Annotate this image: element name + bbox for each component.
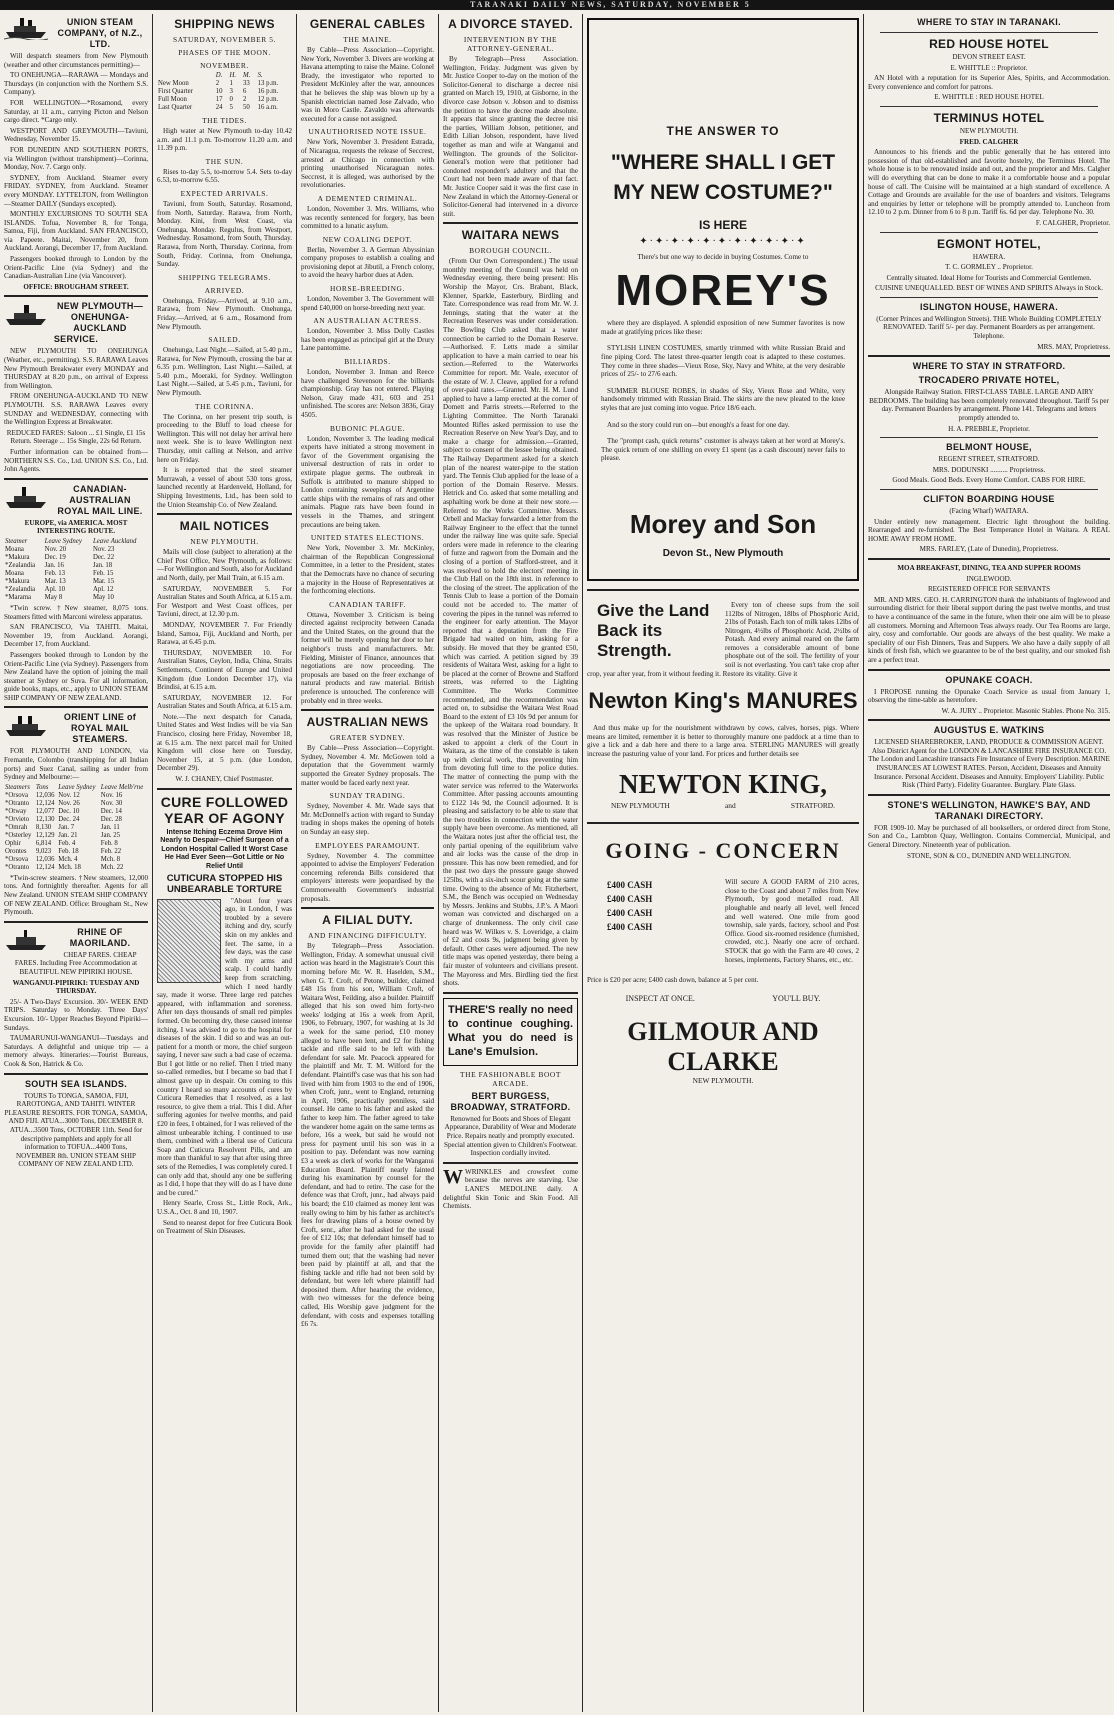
mail-signature: W. J. CHANEY, Chief Postmaster.	[175, 775, 274, 784]
australian-news-heading: AUSTRALIAN NEWS	[306, 715, 429, 730]
mail-place: NEW PLYMOUTH.	[190, 537, 259, 547]
borough-council-body: (From Our Own Correspondent.) The usual monthly meeting of the Council was held on Wednesday evening, there being present: His Worship the Mayor, Crs. Brabant, Black, Klenner, Sparkle, Easterbury, Birdling and Tate. Correspondence was read from Mr. W. J. Jennings, stating that the water at the Recreation Reserves was under consideration. The Bowling Club asked that a water connection be carried to the Domain Reserve.—Authorised. F. Letts made a similar application to have a main carried to near his section.—Referred to the Waterworks Committee for report. Mr. Veale, executor of the estate of W. J. Cleave, applied for a refund of over-paid rates.—Granted. Mr. H. M. Lund applied to have a lamp erected at the corner of Domett and Parris streets.—Referred to the Lighting Committee. The North Taranaki Mounted Rifles asked permission to use the Recreation Reserve on New Year's Day, and to make a charge for admission.—Granted, subject to consent of the lessee being obtained. The Railway Department asked for a sketch plan of the nearest water-pipe to the station yard. The Tennis Club applied for the lease of a portion of the Domain Reserve. Messrs. Hetrick and Co. asked that some metalling and asphalting work be done at their new store.—Referred to the Works Committee. Messrs. Orbell and Mackay forwarded a letter from the Railway Engineer to the effect that the tunnel under the railway line was quite safe. Special orders were made in reference to the clearing of furze and ragwort from the Domain and the closing of a portion of Stafford-street, and it was resolved to hold the electors' meeting in the Club Hall on the 18th inst. in reference to the closing of the street. The application of the Tennis Club to lease a portion of the Domain could not be acceded to. The matter of covering the pipes in the tunnel was referred to the engineer for early attention. The Mayor reported that a deputation from the Fire Brigade had waited on him, asking for a subsidy. He moved that they be granted £50, which was carried. A petition signed by 39 residents of Waitara West, asking for a light to be placed at the corner of Browne and Stafford streets, was referred to the Lighting Committee. The Works Committee recommended, and the recommendation was acted on, to subsidise the Waitara West Road Board to the extent of £3 10s 9d per annum for the upkeep of the Waitara road boundary. It was resolved that the Minister of Justice be asked to appoint a clerk of the Court in Waitara, as the time of the constable is taken up with clerical work, thus preventing him from devoting full time to the police duties. The matter of connecting the pump with the water service was referred to the Waterworks Committee. After passing accounts amounting to £122 14s 9d, the Council adjourned. It is pleasing and satisfactory to be able to state that the two troubles in connection with the water supply have been overcome. As mentioned, all the Waitara notes just after the official test, the only partial opening of the equilibrium valve and air locks was the cause of the drop in pressure. This has now been remedied, and for the past two days the pressure gauge showed 125lbs, with a six-inch scour going at the same time. Owing to the absence of Mr. Fitzherbert, S.M., the Bench was occupied on Wednesday by Messrs. Jenkins and Stubbs, J.P.'s. A Maori woman was convicted and discharged on a charge of drunkenness. The only civil case heard was W. Wilkes v. S. Loveridge, a claim of £2 and costs 9s, judgment being given by default. Other cases were adjourned. The new title maps was opened yesterday, there being a fair muster of volunteers and civilians present. The Mayoress and Mrs. Birdling tied the first shots.	[443, 257, 578, 988]
divider	[157, 513, 292, 515]
stratford-heading: WHERE TO STAY IN STRATFORD.	[912, 361, 1066, 372]
np-service-body: NEW PLYMOUTH TO ONEHUNGA (Weather, etc., permitting). S.S. RARAWA Leaves New Plymouth Breakwater every MONDAY and THURSDAY at 8.20 p.m., on arrival of Express from Wellington.	[4, 347, 148, 390]
tides-heading: THE TIDES.	[202, 116, 247, 125]
steamship-icon	[4, 484, 48, 510]
corinna-heading: THE CORINNA.	[195, 401, 254, 411]
drop-cap: W	[443, 1165, 463, 1188]
lanes-medoline-ad: WWRINKLES and crowsfeet come because the nerves are starving. Use LANE'S MEDOLINE daily. A delightful Skin Tonic and Skin Food. All Chemists.	[443, 1165, 578, 1211]
trocadero-proprietor: H. A. PREBBLE, Proprietor.	[948, 424, 1030, 433]
arrivals-body: Taviuni, from South, Saturday. Rosamond, from North, Saturday. Rarawa, from North, Monday. Kini, from West Coast, via Onehunga, Monday. Regulus, from Westport, Wednesday. Rosamond, from South, Thursday. Rarawa, from North, Thursday. Corinna, from South, Friday. Corinna, from Onehunga, Sunday.	[157, 199, 292, 269]
trocadero-body: Alongside Railway Station. FIRST-CLASS TABLE. LARGE AND AIRY BEDROOMS. The building has been completely renovated throughout. Tariff 5s per day. Permanent Boarders by arrangement. Phone 141. Telegrams and letters promptly attended to.	[869, 388, 1109, 423]
divider	[443, 992, 578, 994]
newton-king-manures: Newton King's MANURES	[588, 688, 858, 714]
gilmour-clarke-address: NEW PLYMOUTH.	[692, 1076, 754, 1086]
employees-heading: EMPLOYEES PARAMOUNT.	[315, 840, 420, 850]
steamship-icon	[4, 14, 48, 40]
billiards-body: London, November 3. Inman and Reece have challenged Stevenson for the billiards championship. Gray has not entered. Playing Nelson, Gray made 431, 603 and 251 unfinished. The scores are: Nelson 3836, Gray 4505.	[301, 368, 434, 419]
cash-offer-block	[587, 878, 859, 966]
billiards-heading: BILLIARDS.	[344, 357, 391, 367]
moa-rooms-heading: MOA BREAKFAST, DINING, TEA AND SUPPER ROOMS	[897, 563, 1081, 572]
farm-price: Price is £20 per acre; £400 cash down, balance at 5 per cent.	[587, 976, 759, 985]
table-row: *Osterley 12,129 Jan. 21 Jan. 25	[5, 831, 121, 839]
note-issue-heading: UNAUTHORISED NOTE ISSUE.	[308, 127, 427, 137]
coaling-body: Berlin, November 3. A German Abyssinian company proposes to establish a coaling and provisioning depot at Jibutil, a French colony, to avoid the heavy harbor dues at Aden.	[301, 245, 434, 280]
passengers-note: Passengers booked through to London by the Orient-Pacific Line (via Sydney) and the Canadian-Australian Line (via Vancouver).	[4, 255, 148, 281]
farm-description: Will secure A GOOD FARM of 210 acres, close to the Coast and about 7 miles from New Plymouth, by good metalled road. All ploughable and nearly all level, well fenced and well watered. One mile from good township, sale yards, factory, school and Post Office. Good six-roomed residence (furnished, crowded, etc.). Nearly one acre of orchard. STOCK that go with the Farm are 40 cows, 2 horses, implements, Factory Shares, etc., etc.	[725, 878, 859, 964]
divider	[880, 232, 1098, 233]
table-row: First Quarter 10 3 6 16 p.m.	[158, 88, 279, 95]
egmont-address: HAWERA.	[972, 252, 1006, 261]
divider	[880, 32, 1098, 33]
egmont-footer: CUISINE UNEQUALLED. BEST OF WINES AND SPIRITS Always in Stock.	[875, 284, 1103, 293]
canadian-line-heading: CANADIAN-AUSTRALIAN ROYAL MAIL LINE.	[57, 483, 143, 516]
is-here: IS HERE	[698, 218, 747, 232]
inspect-line: INSPECT AT ONCE. YOU'LL BUY.	[625, 993, 821, 1003]
terminus-body: Announces to his friends and the public generally that he has entered into possession of that old-established and favorite hostelry, the Terminus Hotel. The whole house is to be renovated inside and out, and the proprietor and Mrs. Calgher will do everything that can be done to make it a comfortable house and a popular house of call. The Cuisine will be maintained at a high standard of excellence. A Cottage and Grounds are available for the use of boarders and visitors. Telegrams and enquiries by letter or telephone will be promptly attended to. Luncheon from 12.10 to 2 p.m. Dinner from 6 to 8 p.m. Tariff 6s. 6d per day. Telephone No. 30.	[868, 148, 1110, 217]
divider	[4, 1073, 148, 1075]
table-row: *Otranto 12,124 Nov. 26 Nov. 30	[5, 799, 123, 807]
trocadero-name: TROCADERO PRIVATE HOTEL,	[918, 375, 1060, 386]
clifton-body: Under entirely new management. Electric light throughout the building. Rearranged and re-furnished. The Best Temperance Hotel in Waitara. A REAL HOME AWAY FROM HOME.	[868, 517, 1110, 543]
bert-burgess-heading: BERT BURGESS, BROADWAY, STRATFORD.	[450, 1090, 571, 1112]
story-line: And so the story could run on—but enough's a feast for one day.	[607, 420, 790, 429]
westport-service: WESTPORT AND GREYMOUTH—Taviuni, Wednesday, November 15.	[4, 126, 148, 144]
table-header-row: Steamer Leave Sydney Leave Auckland	[5, 537, 137, 545]
divider	[880, 106, 1098, 107]
divider	[868, 719, 1110, 721]
bubonic-body: London, November 3. The leading medical experts have initiated a strong movement in favor of the Government organising the universal destruction of rats in order to extirpate plague germs. The outbreak in Suffolk is attributed to manure shipped to London containing sweepings of Argentine cattle ships with the remains of rats and other animals. Plague rats have been found in vessels in the Thames, and stringent precautions are being taken.	[301, 434, 434, 529]
sydney-service: SYDNEY, from Auckland. Steamer every FRIDAY. SYDNEY, from Auckland. Steamer every MONDAY. LYTTELTON, from Wellington—Steamer DAILY (Sundays excepted).	[4, 173, 148, 208]
orient-line-body: FOR PLYMOUTH AND LONDON, via Fremantle, Colombo (transhipping for all Indian ports) and Suez Canal, sailing as under from Sydney and Melbourne:—	[4, 747, 148, 782]
gilmour-clarke-advertisement	[587, 822, 859, 1086]
arrivals-heading: EXPECTED ARRIVALS.	[180, 188, 269, 198]
wanganui-pipiriki: WANGANUI-PIPIRIKI: TUESDAY AND THURSDAY.	[12, 978, 140, 996]
divorce-heading: A DIVORCE STAYED.	[448, 17, 573, 31]
waitara-news-heading: WAITARA NEWS	[461, 228, 560, 243]
filial-duty-heading: A FILIAL DUTY.	[322, 913, 413, 928]
criminal-heading: A DEMENTED CRIMINAL.	[317, 193, 418, 203]
divider	[4, 921, 148, 923]
canadian-line-sub: EUROPE, via AMERICA. MOST INTERESTING ROUTE.	[24, 518, 128, 536]
cheap-fares: CHEAP FARES. CHEAP FARES. Including Free Accommodation at BEAUTIFUL NEW PIPIRIKI HOUSE.	[14, 950, 138, 976]
taumarunui-service: TAUMARUNUI-WANGANUI—Tuesdays and Saturdays. A delightful and unique trip — a memory always. Itineraries:—Tourist Bureaus, Cook & Son, Hatrick & Co.	[4, 1034, 148, 1068]
union-heading: UNION STEAM COMPANY, of N.Z., LTD.	[57, 17, 143, 49]
table-row: *Omrah 8,130 Jan. 7 Jan. 11	[5, 823, 120, 831]
note-issue-body: New York, November 3. President Estrada, of Nicaragua, requests the release of Seccrest, arrested at Chicago in connection with printing unauthorised Nicaraguan notes. Seccrest, it is alleged, was authorised by the revolutionaries.	[301, 138, 434, 190]
table-row: Full Moon 17 0 2 12 p.m.	[158, 96, 279, 103]
moa-place: INGLEWOOD.	[966, 574, 1012, 583]
stones-directory-heading: STONE'S WELLINGTON, HAWKE'S BAY, AND TARANAKI DIRECTORY.	[887, 799, 1091, 821]
canadian-note: *Twin screw. †New steamer, 8,075 tons. Steamers fitted with Marconi wireless apparatus.	[4, 603, 148, 621]
maine-heading: THE MAINE.	[343, 35, 392, 44]
dunedin-service: FOR DUNEDIN AND SOUTHERN PORTS, via Wellington (without transhipment)—Corinna, Monday, Nov. 7. Cargo only.	[4, 145, 148, 172]
terminus-name: TERMINUS HOTEL	[933, 110, 1045, 125]
clifton-name: CLIFTON BOARDING HOUSE	[923, 494, 1055, 504]
borough-council-heading: BOROUGH COUNCIL.	[469, 246, 552, 256]
table-row: *Orvieto 12,130 Dec. 24 Dec. 28	[5, 815, 122, 823]
shipping-news-heading: SHIPPING NEWS	[174, 17, 275, 31]
prompt-cash: The "prompt cash, quick returns" customer is always taken at her word at Morey's. The quick return of one shilling on every £1 spent (as a cash discount) never fails to please.	[601, 437, 845, 463]
tariff-body: Ottawa, November 3. Criticism is being directed against reciprocity between Canada and the United States, on the ground that the former will be merely opening her door to her neighbor's trusts and manufacturers. Mr. Fielding, Minister of Finance, announces that negotiations are now proceeding. The proposals are based on the freer exchange of natural products and raw material. British preference is untouched. The conference will probably end in three weeks.	[301, 610, 434, 705]
mail-thursday: THURSDAY, NOVEMBER 10. For Australian States, Ceylon, India, China, Straits Settlements, Continent of Europe and United Kingdom (due London December 17), via Brindisi, at 6.15 a.m.	[157, 648, 292, 692]
masthead-bar	[0, 0, 1114, 10]
general-cables-heading: GENERAL CABLES	[309, 17, 426, 31]
red-house-proprietor: E. WHITTLE :: Proprietor.	[950, 63, 1028, 72]
divider	[868, 355, 1110, 357]
cuticura-signature: Henry Searle, Cross St., Little Rock, Ark., U.S.A., Oct. 8 and 10, 1907.	[157, 1199, 292, 1216]
elections-body: New York, November 3. Mr. McKinley, chairman of the Republican Congressional Committee, in a letter to the President, states that the Democrats have no chance of securing a majority in the House of Representatives at the forthcoming elections.	[301, 544, 434, 596]
table-row: *Zealandia Apl. 10 Apl. 12	[5, 585, 114, 593]
cuticura-footer: Send to nearest depot for free Cuticura Book on Treatment of Skin Diseases.	[157, 1218, 292, 1236]
column-shipping-news	[153, 14, 296, 1712]
going-concern-heading: GOING - CONCERN	[605, 838, 841, 864]
belmont-name: BELMONT HOUSE,	[946, 442, 1032, 453]
islington-body: (Corner Princes and Wellington Streets). THE Whole Building COMPLETELY RENOVATED. Tariff 5/- per day. Permanent Boarders as per arrangement. Telephone.	[876, 314, 1102, 341]
newton-king-places: NEW PLYMOUTH and STRATFORD.	[611, 800, 835, 810]
table-header-row: Steamers Tons Leave Sydney Leave Melb'rne	[5, 783, 144, 791]
clifton-proprietor: MRS. FARLEY, (Late of Dunedin), Proprietress.	[919, 545, 1059, 554]
divider	[443, 222, 578, 224]
divider	[4, 706, 148, 708]
onehunga-service: TO ONEHUNGA—RARAWA — Mondays and Thursdays (in conjunction with the Northern S.S. Company).	[4, 71, 148, 97]
terminus-signature: F. CALGHER, Proprietor.	[1035, 218, 1110, 227]
opunake-coach-heading: OPUNAKE COACH.	[945, 674, 1033, 685]
divider	[868, 794, 1110, 796]
cuticura-headline: CURE FOLLOWED YEAR OF AGONY	[160, 793, 289, 826]
mail-saturday-12: SATURDAY, NOVEMBER 12. For Australian States and South Africa, at 6.15 a.m.	[157, 693, 292, 711]
cuticura-subhead-2: CUTICURA STOPPED HIS UNBEARABLE TORTURE	[166, 872, 283, 895]
sunday-trading-heading: SUNDAY TRADING.	[329, 791, 406, 801]
canadian-sailings-table	[4, 538, 148, 602]
telegrams-heading: SHIPPING TELEGRAMS.	[178, 272, 271, 282]
south-sea-heading: SOUTH SEA ISLANDS.	[24, 1078, 128, 1089]
moon-month: NOVEMBER.	[200, 61, 249, 70]
belmont-proprietor: MRS. DODUNSKI .......... Proprietress.	[932, 465, 1046, 474]
opunake-body: I PROPOSE running the Opunake Coach Service as usual from January 1, observing the time-table as heretofore.	[868, 687, 1110, 705]
watkins-body: LICENSED SHAREBROKER, LAND, PRODUCE & COMMISSION AGENT. Also District Agent for the LONDON & LANCASHIRE FIRE INSURANCE CO. The London and Lancashire transacts Fire Insurance of Every Description. MARINE INSURANCES AT LOWEST RATES. Person, Accident, Diseases and Annuity Insurance. Personal Accident. Diseases and Annuity. Employers' Liability. Public Risk (Third Party). Fidelity Guarantee. Burglary. Plate Glass.	[868, 738, 1110, 790]
moon-heading: PHASES OF THE MOON.	[178, 48, 271, 57]
table-row: Moana Feb. 13 Feb. 15	[5, 569, 114, 577]
table-row: Moana Nov. 20 Nov. 23	[5, 545, 115, 553]
divider	[4, 478, 148, 480]
belmont-body: Good Meals. Good Beds. Every Home Comfort. CABS FOR HIRE.	[892, 476, 1086, 485]
sailed-heading: SAILED.	[208, 335, 241, 345]
divider	[301, 709, 434, 711]
horse-heading: HORSE-BREEDING.	[330, 284, 405, 294]
masthead-text: TARANAKI DAILY NEWS, SATURDAY, NOVEMBER 5	[470, 0, 751, 9]
cash-amounts: £400 CASH £400 CASH £400 CASH £400 CASH	[607, 880, 653, 933]
steamship-icon	[4, 301, 48, 327]
maine-body: By Cable—Press Association—Copyright. New York, November 3. Divers are working at Havana attempting to raise the Maine. Colonel Brady, the investigator who reported to President McKinley after the war, announces that he believes the ship was blown up by a Spanish electrician named Jose Zalvado, who was in Moro Castle. Zavaldo was afterwards executed for a cause not assigned.	[301, 46, 434, 123]
sailed-body: Onehunga, Last Night.—Sailed, at 5.40 p.m., Rarawa, for New Plymouth, crossing the bar at 6.35 p.m. Wellington, Last Night.—Sailed, at 5.40 p.m., Moeraki, for Sydney. Wellington Last Night.—Sailed, at 5.45 p.m., Taviuni, for New Plymouth.	[157, 346, 292, 398]
red-house-body: AN Hotel with a reputation for its Superior Ales, Spirits, and Accommodation. Every convenience and comfort for patrons.	[868, 74, 1110, 91]
orient-note: *Twin-screw steamers. †New steamers, 12,000 tons. And fortnightly thereafter. Agents for all New Zealand. UNION STEAM SHIP COMPANY OF NEW ZEALAND. Office: Brougham St., New Plymouth.	[4, 873, 148, 917]
orient-sailings-table	[4, 784, 148, 872]
horse-body: London, November 3. The Government will spend £40,000 on horse-breeding next year.	[301, 295, 434, 312]
divider	[868, 669, 1110, 671]
office-address: OFFICE: BROUGHAM STREET.	[23, 282, 129, 291]
coaling-heading: NEW COALING DEPOT.	[322, 234, 413, 244]
where-to-stay-heading: WHERE TO STAY IN TARANAKI.	[917, 17, 1061, 27]
egmont-body: Centrally situated. Ideal Home for Tourists and Commercial Gentlemen.	[886, 273, 1092, 282]
shipping-date: SATURDAY, NOVEMBER 5.	[173, 35, 276, 44]
islington-proprietor: MRS. MAY, Proprietress.	[1037, 342, 1110, 351]
divider	[880, 437, 1098, 438]
rhine-heading: RHINE OF MAORILAND.	[69, 926, 131, 948]
manures-body: And thus make up for the nourishment withdrawn by cows, calves, horses, pigs. Where means are limited, remember it is better to thoroughly manure one paddock at a time than to give a lick and a dab here and there to a large area. STERLING MANURES will greatly increase the pasturing value of your land. For prices and further details see	[587, 724, 859, 759]
excursion-trips: 25/- A Two-Days' Excursion. 30/- WEEK END TRIPS. Saturday to Monday. Three Days' Excursion. 10/- Upper Reaches Beyond Pipiriki—Sundays.	[4, 997, 148, 1032]
column-where-to-stay	[864, 14, 1114, 1712]
sunday-trading-body: Sydney, November 4. Mr. Wade says that Mr. McDonnell's action with regard to Sunday trading in shops makes the opening of hotels on Sunday an easy step.	[301, 802, 434, 836]
divider	[880, 489, 1098, 490]
blouse-robes: SUMMER BLOUSE ROBES, in shades of Sky, Vieux Rose and White, very handsomely trimmed with Russian Braid. The skirts are the new pleated to the knee styles that are just coming into vogue. Price 18/6 each.	[601, 386, 845, 412]
cuticura-testimonial: "About four years ago, in London, I was troubled by a severe itching and dry, scurfy skin on my ankles and feet. The same, in a few days, was the case with my arms and scalp. I could hardly keep from scratching, which I need hardly say, made it worse. Three large red patches appeared, with inflammation and soreness. After ten days thousands of small red pimples formed. On becoming dry, these caused intense itching. I was advised to go to the hospital for diseases of the skin. I did so and was an out-patient for a month or more, the chief surgeon saying, I never saw such a bad case of eczema. But I got little or no relief. Then I tried many so-called remedies, but I became so bad that I almost gave up in despair. On coming to this country I heard so many accounts of cures by Cuticura Remedies that I resolved, as a last resource, to give them a trial. This I did. After suffering agonies for twelve months, and paid £20 in fees, I obtained, for I was relieved of the almost unbearable itching. I continued to use them, combined with a liberal use of Cuticura Soap and Cuticura Resolvent Pills, and am more than thankful to say that after using three sets of the Remedies, I was completely cured. I can only add that, should any one be suffering as I did, I hope that they will do as I have done and be cured."	[157, 896, 292, 1197]
reduced-fares: REDUCED FARES: Saloon ... £1 Single, £1 15s Return. Steerage ... 15s Single, 22s 6d Return.	[6, 428, 146, 446]
sanfran-note: Passengers booked through to London by the Orient-Pacific Line (via Sydney). Passengers from New Zealand have the option of joining the mail steamer at Sydney or Suva. For all information, guide books, maps, etc., apply to UNION STEAM SHIP COMPANY OF NEW ZEALAND.	[4, 650, 148, 702]
divider	[443, 1162, 578, 1164]
lanes-emulsion-ad	[443, 998, 578, 1066]
table-row: New Moon 2 1 33 13 p.m.	[158, 80, 279, 87]
table-row: Last Quarter 24 5 50 16 a.m.	[158, 104, 278, 111]
answer-line: THE ANSWER TO	[666, 124, 780, 138]
red-house-address: DEVON STREET EAST.	[952, 53, 1026, 61]
mail-monday: MONDAY, NOVEMBER 7. For Friendly Island, Samoa, Fiji, Auckland and North, per Rarawa, at 6.45 p.m.	[157, 620, 292, 647]
belmont-address: REGENT STREET, STRATFORD.	[938, 455, 1040, 464]
river-steamer-icon	[4, 927, 48, 953]
mail-notices-heading: MAIL NOTICES	[179, 519, 270, 534]
monthly-excursions: MONTHLY EXCURSIONS TO SOUTH SEA ISLANDS. Tofua, November 8, for Tonga, Samoa, Fiji, from Auckland. SAN FRANCISCO, via Papeete. Maitai, November 20, from Auckland. Aorangi, December 17, from Auckland.	[4, 210, 148, 253]
south-sea-body: TOURS To TONGA, SAMOA, FIJI, RAROTONGA, AND TAHITI. WINTER PLEASURE RESORTS. FOR TONGA, SAMOA, AND FIJI. ATUA...3000 Tons, DECEMBER 8. ATUA...3500 Tons, OCTOBER 11th. Send for descriptive pamphlets and apply for all information to TOFUA...4400 Tons, NOVEMBER 8th. UNION STEAM SHIP COMPANY OF NEW ZEALAND LTD.	[4, 1091, 148, 1169]
np-service-heading: NEW PLYMOUTH—ONEHUNGA-AUCKLAND SERVICE.	[53, 301, 144, 345]
flourish-divider: ✦·✦·✦·✦·✦·✦·✦·✦·✦·✦·✦	[639, 236, 807, 247]
bert-burgess-body: Renowned for Boots and Shoes of Elegant Appearance, Durability of Wear and Moderate Price. Repairs neatly and promptly executed. Special attention given to Children's Footwear. Inspection cordially invited.	[444, 1114, 577, 1158]
red-house-name: RED HOUSE HOTEL	[929, 37, 1049, 51]
tariff-heading: CANADIAN TARIFF.	[329, 599, 406, 609]
registered-office: REGISTERED OFFICE FOR SERVANTS	[927, 585, 1051, 594]
mail-saturday: SATURDAY, NOVEMBER 5. For Australian States and South Africa, at 6.15 a.m. For Westport and West Coast offices, per Taviuni, direct, at 12.30 p.m.	[157, 584, 292, 619]
terminus-address: NEW PLYMOUTH.	[959, 126, 1019, 135]
table-row: *Orsova 12,036 Nov. 12 Nov. 16	[5, 791, 123, 799]
stones-footer: STONE, SON & CO., DUNEDIN AND WELLINGTON.	[907, 851, 1071, 860]
corinna-body: The Corinna, on her present trip south, is proceeding to the Bluff to load cheese for Wellington. This will not delay her arrival here next week. She is to leave Wellington next Thursday, omit calling at Nelson, and arrive here on Friday.	[157, 412, 292, 464]
sydney-body: By Cable—Press Association—Copyright. Sydney, November 4. Mr. McGowen told a deputation that the Government warmly supported the Greater Sydney proposals. The matter would be faced early next year.	[301, 744, 434, 787]
moreys-name: MOREY'S	[615, 266, 831, 316]
employees-body: Sydney, November 4. The committee appointed to advise the Employers' Federation concerning referenda Bills considered that employers' interests were jeopardised by the Commonwealth Government's industrial proposals.	[301, 851, 434, 903]
table-row: *Otranto 12,124 Mch. 18 Mch. 22	[5, 863, 124, 871]
land-strength-body: Every ton of cheese sups from the soil 112lbs of Nitrogen, 18lbs of Phosphoric Acid, 21bs of Potash. Each ton of milk takes 12lbs of Nitrogen, 4½lbs of Phosphoric Acid, 2½lbs of Potash. And every animal reared on the farm removes a considerable amount of bone phosphate out of the soil. The fertility of your soil is not everlasting. You can't take crop after crop, year after year, from it without feeding it. Restore its vitality. Give it	[587, 600, 859, 678]
costume-question: "WHERE SHALL I GET MY NEW COSTUME?"	[610, 151, 836, 204]
red-house-footer: E. WHITTLE : RED HOUSE HOTEL	[934, 93, 1044, 102]
testimonial-portrait	[157, 899, 221, 983]
filial-duty-body: By Telegraph—Press Association. Wellington, Friday. A somewhat unusual civil action was heard in the Magistrate's Court this morning before Mr. W. R. Haselden, S.M., when G. T. Croft, of Petone, builder, claimed £48 15s from his son, William Croft, of Waitara West, Feilding, also a builder. Plaintiff alleged that his son owed him forty-two weeks' lodging at 16s a week from April, 1906, to February, 1907, for washing at 1s 3d a week for the same period, £10 money alleged to have been lent, and £2 for fishing tackle and rifle said to be left with the defendant for sale. Mr. Peacock appeared for the plaintiff and Mr. T. M. Wilford for the defendant. Plaintiff's case was that his son had lived with him from 1903 to the end of 1906, when Croft, junr., went to England, returning in April, 1906, practically penniless, said counsel. He came to his father and asked the father to keep him. The father agreed to take the wanderer home again on the same terms as before, 16s a week, but said he would not press for payment until his son was in a position to pay. Defendant was now earning £3 a week as clerk of works for the Wanganui Education Board. Plaintiff nearly fainted during his examination by counsel for the defendant, and had to retire. The case for the defence was that Croft, junr., had always paid his board; the £10 claimed as money lent was really owing to him by his father as architect's fees for drawing plans of a house owned by Croft, senr., after he had asked for the usual fee of £12 10s; that defendant himself had to provide for the family after plaintiff had turned them out; that the washing had never been paid by plaintiff at all, and that the fishing tackle and rifle had not been sold by defendant, but were left where plaintiff had deposited them. After hearing the evidence, with two witnesses for the defence being called, His Worship gave judgment for the defendant, with costs and expenses totalling £6 7s.	[301, 942, 434, 1329]
newton-king-name: NEWTON KING,	[618, 768, 828, 799]
divider	[157, 788, 292, 790]
steamer-sale-body: It is reported that the steel steamer Murrawah, a vessel of about 530 tons gross, launched recently at Hardenveld, Holland, for Shipping Investments, Ltd., has been sold to the Union Steamship Co. of New Zealand.	[157, 466, 292, 509]
newton-king-advertisement	[587, 589, 859, 810]
land-strength-heading: Give the Land Back its Strength.	[597, 600, 710, 660]
column-shipping-ads	[0, 14, 152, 1712]
mail-note: Note.—The next despatch for Canada, United States and West Indies will be via San Francisco, closing here Friday, November 18, at 6.15 a.m. The next parcel mail for United Kingdom will close here on Tuesday, November 15, at 5 p.m. (due London, December 29).	[157, 712, 292, 773]
table-row: Orontes 9,023 Feb. 18 Feb. 22	[5, 847, 122, 855]
watkins-heading: AUGUSTUS E. WATKINS	[933, 725, 1045, 736]
islington-name: ISLINGTON HOUSE, HAWERA.	[919, 301, 1059, 312]
sun-heading: THE SUN.	[205, 156, 244, 166]
union-body: Will despatch steamers from New Plymouth (weather and other circumstances permitting)—	[4, 52, 148, 69]
actress-heading: AN AUSTRALIAN ACTRESS.	[313, 316, 422, 326]
table-row: *Zealandia Jan. 16 Jan. 18	[5, 561, 113, 569]
wellington-service: FOR WELLINGTON—*Rosamond, every Saturday, at 11 a.m., carrying Picton and Nelson cargo direct. *Cargo only.	[4, 98, 148, 125]
arrived-heading: ARRIVED.	[204, 285, 245, 295]
gilmour-clarke-name: GILMOUR AND CLARKE	[627, 1017, 819, 1077]
criminal-body: London, November 3. Mrs. Williams, who was recently sentenced for forgery, has been committed to a lunatic asylum.	[301, 204, 434, 231]
column-advertisements	[583, 14, 863, 1712]
table-row: *Makura Dec. 19 Dec. 22	[5, 553, 115, 561]
linen-costumes: STYLISH LINEN COSTUMES, smartly trimmed with white Russian Braid and fine piping Cord. The latest three-quarter length coat is adapted to these costumes. They come in three shades—Vieux Rose, Sky, Navy and White, at the very desirable prices of 25/- to 27/6 each.	[601, 344, 845, 379]
divider	[4, 295, 148, 297]
steamship-icon	[4, 712, 48, 738]
egmont-proprietor: T. C. GORMLEY .. Proprietor.	[945, 263, 1033, 272]
clifton-address: (Facing Wharf) WAITARA.	[949, 507, 1029, 515]
stones-body: FOR 1909-10. May be purchased of all booksellers, or ordered direct from Stone, Son and Co., Lambton Quay, Wellington. Contains Commercial, Municipal, and General Directory. Nineteenth year of publication.	[868, 823, 1110, 850]
morey-and-son: Morey and Son	[629, 508, 817, 539]
column-general-cables	[297, 14, 438, 1712]
bubonic-heading: BUBONIC PLAGUE.	[329, 423, 406, 433]
table-row: Ophir 6,814 Feb. 4 Feb. 8	[5, 839, 118, 847]
divider	[868, 558, 1110, 560]
moon-phases-table	[157, 72, 292, 112]
table-row: *Otway 12,077 Dec. 10 Dec. 14	[5, 807, 122, 815]
column-divorce-waitara	[439, 14, 582, 1712]
sun-body: Rises to-day 5.5, to-morrow 5.4. Sets to-day 6.53, to-morrow 6.55.	[157, 167, 292, 185]
moreys-advertisement	[587, 18, 859, 581]
mail-body: Mails will close (subject to alteration) at the Chief Post Office, New Plymouth, as follows:—For Wellington and South, also for Auckland and North, daily, per Mail Train, at 6.15 a.m.	[157, 548, 292, 582]
divider	[301, 907, 434, 909]
moreys-intro: There's but one way to decide in buying Costumes. Come to	[637, 252, 809, 261]
egmont-name: EGMONT HOTEL,	[937, 236, 1041, 251]
orient-line-heading: ORIENT LINE of ROYAL MAIL STEAMERS.	[63, 712, 137, 745]
lanes-emulsion-text: THERE'S really no need to continue coughing. What you do need is Lane's Emulsion.	[448, 1003, 573, 1058]
table-row: *Orsova 12,036 Mch. 4 Mch. 8	[5, 855, 121, 863]
cuticura-subhead: Intense Itching Eczema Drove Him Nearly to Despair—Chief Surgeon of a London Hospital Called It Worst Case He Had Ever Seen—Got Little or No Relief Until	[160, 827, 289, 870]
boot-arcade-heading: THE FASHIONABLE BOOT ARCADE.	[460, 1069, 561, 1088]
sydney-heading: GREATER SYDNEY.	[330, 733, 405, 743]
arrived-body: Onehunga, Friday.—Arrived, at 9.10 a.m., Rarawa, from New Plymouth. Onehunga, Friday.—Arrived, at 6 a.m., Rosamond from New Plymouth.	[157, 296, 292, 331]
divider	[880, 297, 1098, 298]
carrington-body: MR. AND MRS. GEO. H. CARRINGTON thank the inhabitants of Inglewood and surrounding district for their liberal support during the past twelve months, and trust to have a continuance of the same in the future, when their one aim will be to please all customers. Morning and Afternoon Teas always ready. Our Tea Rooms are large, airy, cosy and comfortable. Our goods are always of the best quality. We make a speciality of our Fish Dinners, Teas and Suppers. We also have a daily supply of all kinds of fresh fish, which we guarantee to be of the best quality, and our smoked fish are a perfect treat.	[868, 595, 1110, 664]
tides-body: High water at New Plymouth to-day 10.42 a.m. and 11.1 p.m. To-morrow 11.20 a.m. and 11.39 p.m.	[157, 127, 292, 153]
terminus-proprietor: FRED. CALGHER	[959, 137, 1019, 146]
elections-heading: UNITED STATES ELECTIONS.	[310, 533, 425, 543]
table-header-row: D. H. M. S.	[215, 72, 263, 79]
further-info: Further information can be obtained from—NORTHERN S.S. Co., Ltd. UNION S.S. Co., Ltd. John Agents.	[4, 447, 148, 474]
morey-address: Devon St., New Plymouth	[662, 547, 784, 559]
onehunga-return-body: FROM ONEHUNGA-AUCKLAND TO NEW PLYMOUTH. S.S. RARAWA Leaves every SUNDAY and WEDNESDAY, connecting with the Wellington Express at Breakwater.	[4, 392, 148, 427]
sanfran-service: SAN FRANCISCO, Via TAHITI. Maitai, November 19, from Auckland. Aorangi, December 17, from Auckland.	[4, 623, 148, 649]
table-row: *Marama May 8 May 10	[5, 593, 114, 601]
moreys-body: where they are displayed. A splendid exposition of new Summer favorites is now made at gratifying prices like these:	[601, 319, 845, 336]
divorce-body: By Telegraph—Press Association. Wellington, Friday. Judgment was given by Mr. Justice Cooper to-day on the motion of the Solicitor-General to discharge a decree nisi granted on March 19, 1910, at Gisborne, in the divorce case Jobson v. Jobson and to dismiss the petition to have the decree made absolute. It appears that since granting the decree nisi the parties, William Jobson, petitioner, and Edith Lilian Jobson, respondent, have lived together as man and wife at Wanganui and Wellington. The grounds of the Solicitor-General's motion were that petitioner had condoned respondent's adultery and that the Court had not been made aware of that fact. Mr. Justice Cooper said it was the first case in New Zealand in which the Attorney-General or Solicitor-General had intervened in a divorce suit.	[443, 55, 578, 218]
filial-duty-sub: AND FINANCING DIFFICULTY.	[308, 931, 427, 941]
opunake-proprietor: W. A. JURY .. Proprietor. Masonic Stables. Phone No. 315.	[941, 706, 1110, 715]
table-row: *Makura Mar. 13 Mar. 15	[5, 577, 115, 585]
divorce-sub: INTERVENTION BY THE ATTORNEY-GENERAL.	[463, 35, 558, 53]
actress-body: London, November 3. Miss Dolly Castles has been engaged as principal girl at the Drury Lane pantomime.	[301, 327, 434, 353]
